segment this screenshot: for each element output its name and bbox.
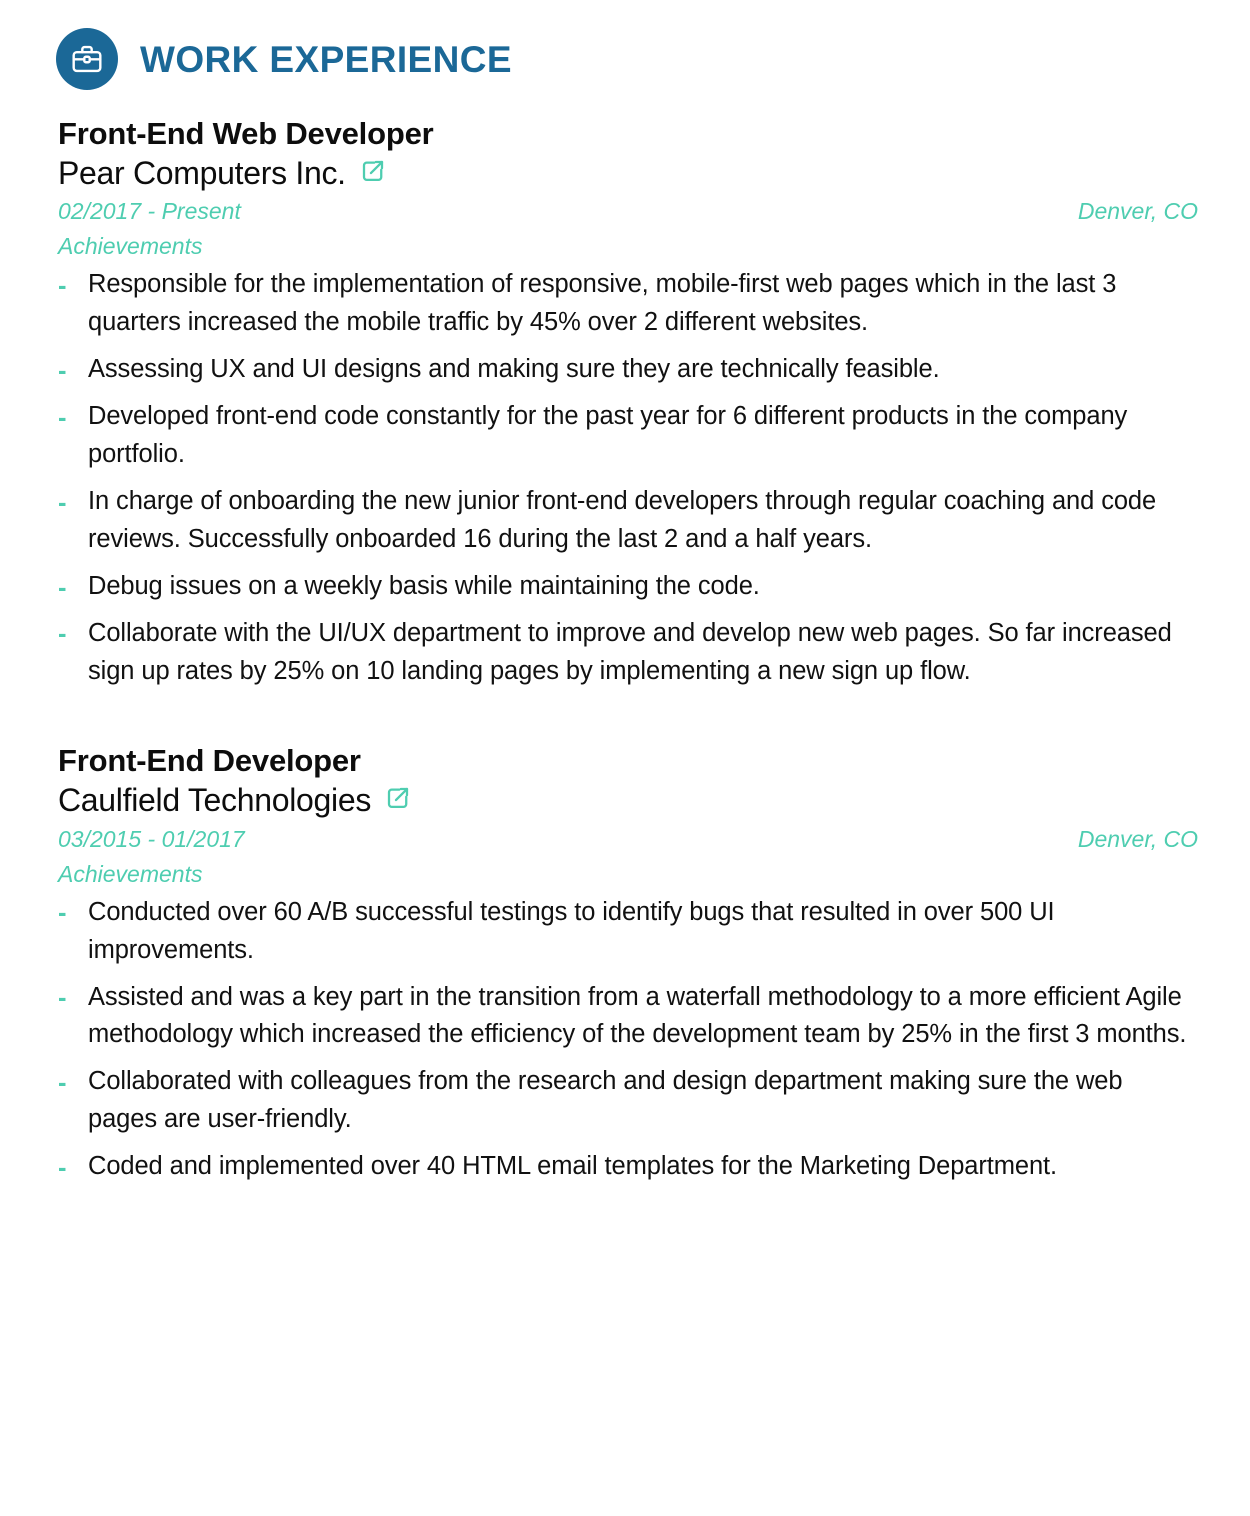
- list-item: [56, 615, 1198, 691]
- bullet-marker: -: [58, 573, 67, 602]
- list-item: [56, 1148, 1198, 1186]
- job-company-row: [58, 781, 1198, 819]
- list-item: [56, 351, 1198, 389]
- job-entry: [56, 743, 1198, 1186]
- list-item-text: Assisted and was a key part in the transition from a waterfall methodology to a more efficient Agile methodology which increased the efficiency of the development team by 25% in the first 3 months.: [88, 982, 1187, 1049]
- list-item-text: Conducted over 60 A/B successful testings to identify bugs that resulted in over 500 UI improvements.: [88, 897, 1055, 964]
- list-item: [56, 979, 1198, 1055]
- job-company: Caulfield Technologies: [58, 782, 372, 819]
- job-company: Pear Computers Inc.: [58, 154, 346, 191]
- list-item: [56, 266, 1198, 342]
- bullet-marker: -: [58, 488, 67, 517]
- bullet-marker: -: [58, 983, 67, 1012]
- job-company-row: [58, 154, 1198, 192]
- job-dates: 03/2015 - 01/2017: [58, 825, 245, 852]
- job-dates: 02/2017 - Present: [58, 198, 241, 225]
- list-item: [56, 483, 1198, 559]
- external-link-icon[interactable]: [385, 785, 411, 815]
- list-item-text: Debug issues on a weekly basis while maintaining the code.: [88, 572, 760, 601]
- list-item-text: Developed front-end code constantly for the past year for 6 different products in the company portfolio.: [88, 402, 1128, 469]
- list-item-text: Collaborated with colleagues from the research and design department making sure the web pages are user-friendly.: [88, 1067, 1123, 1134]
- achievements-list: [56, 266, 1198, 691]
- job-meta-row: [58, 198, 1198, 225]
- job-meta-row: [58, 826, 1198, 853]
- bullet-marker: -: [58, 1153, 67, 1182]
- list-item-text: Responsible for the implementation of responsive, mobile-first web pages which in the last 3 quarters increased the mobile traffic by 45% over 2 different websites.: [88, 270, 1117, 337]
- section-title: WORK EXPERIENCE: [140, 38, 512, 80]
- achievements-label: Achievements: [58, 233, 203, 260]
- job-title: Front-End Web Developer: [58, 116, 434, 151]
- list-item: [56, 398, 1198, 474]
- bullet-marker: -: [58, 898, 67, 927]
- list-item-text: Coded and implemented over 40 HTML email templates for the Marketing Department.: [88, 1152, 1058, 1181]
- external-link-icon[interactable]: [360, 158, 386, 188]
- list-item-text: In charge of onboarding the new junior front-end developers through regular coaching and code reviews. Successfully onboarded 16 during the last 2 and a half years.: [88, 487, 1157, 554]
- bullet-marker: -: [58, 356, 67, 385]
- job-title: Front-End Developer: [58, 743, 361, 779]
- list-item-text: Assessing UX and UI designs and making sure they are technically feasible.: [88, 355, 940, 384]
- list-item-text: Collaborate with the UI/UX department to improve and develop new web pages. So far increased sign up rates by 25% on 10 landing pages by implementing a new sign up flow.: [88, 619, 1172, 686]
- section-header: [56, 28, 1198, 90]
- list-item: [56, 894, 1198, 970]
- job-location: Denver, CO: [1077, 198, 1198, 225]
- bullet-marker: -: [58, 1068, 67, 1097]
- bullet-marker: -: [58, 620, 67, 649]
- list-item: [56, 1063, 1198, 1139]
- job-entry: [56, 116, 1198, 691]
- briefcase-icon: [56, 28, 118, 90]
- bullet-marker: -: [58, 403, 67, 432]
- job-location: Denver, CO: [1077, 825, 1198, 852]
- bullet-marker: -: [58, 271, 67, 300]
- list-item: [56, 568, 1198, 606]
- achievements-label: Achievements: [58, 860, 203, 887]
- achievements-list: [56, 894, 1198, 1187]
